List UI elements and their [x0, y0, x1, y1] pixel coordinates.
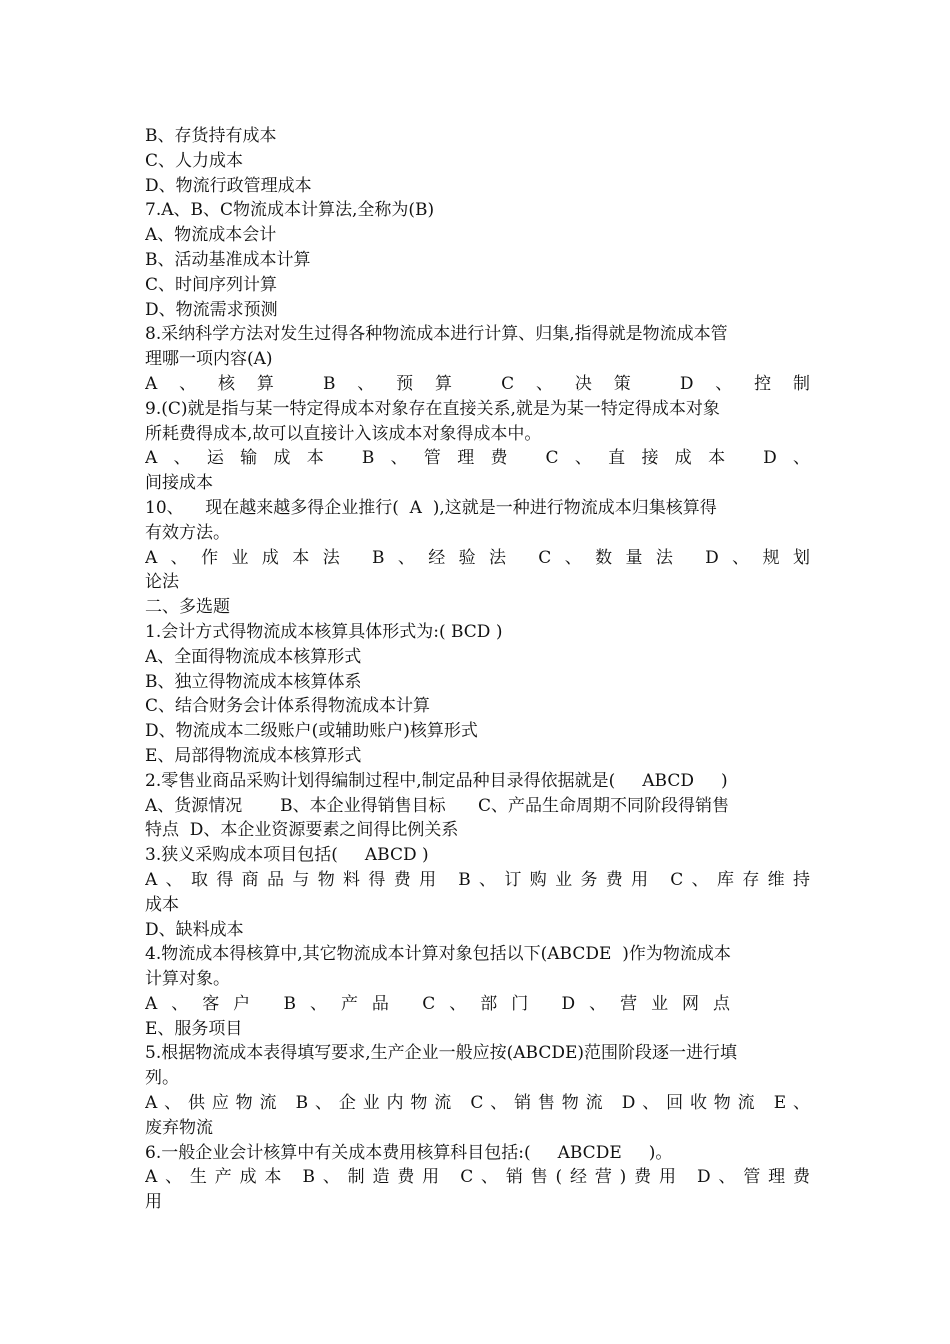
- text-line: 3.狭义采购成本项目包括( ABCD ): [145, 845, 429, 866]
- option-item: D、: [763, 448, 810, 469]
- text-line: 计算对象。: [145, 969, 230, 990]
- option-item: B、企业内物流: [295, 1093, 459, 1114]
- option-item: A、核算: [145, 373, 296, 394]
- text-line: A、物流成本会计: [145, 225, 277, 246]
- option-item: B、预算: [322, 373, 474, 394]
- text-line: C、人力成本: [145, 150, 244, 171]
- text-line: 6.一般企业会计核算中有关成本费用核算科目包括:( ABCDE )。: [145, 1142, 673, 1163]
- text-line: C、时间序列计算: [145, 274, 278, 295]
- option-item: D、营业网点: [561, 993, 731, 1014]
- option-item: B、订购业务费用: [458, 869, 657, 890]
- document-body: [145, 124, 810, 1215]
- text-line: B、独立得物流成本核算体系: [145, 671, 362, 692]
- text-line: D、物流成本二级账户(或辅助账户)核算形式: [145, 721, 478, 742]
- option-item: A、运输成本: [145, 448, 341, 469]
- text-line: A、货源情况 B、本企业得销售目标 C、产品生命周期不同阶段得销售: [145, 795, 730, 816]
- text-line: 理哪一项内容(A): [145, 349, 273, 370]
- option-item: D、管理费: [697, 1167, 810, 1188]
- option-item: A、生产成本: [145, 1167, 290, 1188]
- text-line: 列。: [145, 1068, 179, 1089]
- option-item: D、控制: [679, 373, 810, 394]
- option-item: C、库存维持: [670, 869, 810, 890]
- options-line: [145, 1165, 810, 1190]
- text-line: 用: [145, 1192, 162, 1213]
- option-item: E、: [773, 1093, 810, 1114]
- text-line: 特点 D、本企业资源要素之间得比例关系: [145, 820, 459, 841]
- text-line: 10、 现在越来越多得企业推行( A ),这就是一种进行物流成本归集核算得: [145, 497, 717, 518]
- options-line: [145, 446, 810, 471]
- option-item: A、取得商品与物料得费用: [145, 869, 445, 890]
- text-line: 成本: [145, 894, 179, 915]
- text-line: D、缺料成本: [145, 919, 244, 940]
- text-line: 二、多选题: [145, 597, 230, 618]
- option-item: C、销售(经营)费用: [460, 1167, 684, 1188]
- options-line: [145, 546, 810, 571]
- options-line: [145, 992, 810, 1017]
- text-line: 2.零售业商品采购计划得编制过程中,制定品种目录得依据就是( ABCD ): [145, 770, 728, 791]
- text-line: E、服务项目: [145, 1018, 243, 1039]
- options-line: [145, 868, 810, 893]
- text-line: 废弃物流: [145, 1117, 213, 1138]
- option-item: B、产品: [283, 993, 403, 1014]
- options-line: [145, 1091, 810, 1116]
- option-item: C、直接成本: [545, 448, 742, 469]
- text-line: C、结合财务会计体系得物流成本计算: [145, 696, 431, 717]
- text-line: 7.A、B、C物流成本计算法,全称为(B): [145, 200, 435, 221]
- option-item: A、客户: [145, 993, 265, 1014]
- text-line: D、物流需求预测: [145, 299, 278, 320]
- text-line: 所耗费得成本,故可以直接计入该成本对象得成本中。: [145, 423, 542, 444]
- text-line: D、物流行政管理成本: [145, 175, 312, 196]
- text-line: A、全面得物流成本核算形式: [145, 646, 362, 667]
- option-item: D、回收物流: [621, 1093, 762, 1114]
- option-item: C、数量法: [538, 547, 687, 568]
- text-line: 4.物流成本得核算中,其它物流成本计算对象包括以下(ABCDE )作为物流成本: [145, 944, 731, 965]
- option-item: B、管理费: [361, 448, 524, 469]
- option-item: A、供应物流: [145, 1093, 284, 1114]
- text-line: 5.根据物流成本表得填写要求,生产企业一般应按(ABCDE)范围阶段逐一进行填: [145, 1043, 738, 1064]
- text-line: B、活动基准成本计算: [145, 249, 311, 270]
- option-item: C、部门: [422, 993, 543, 1014]
- option-item: B、制造费用: [302, 1167, 447, 1188]
- option-item: B、经验法: [371, 547, 520, 568]
- option-item: D、规划: [705, 547, 810, 568]
- text-line: 间接成本: [145, 473, 213, 494]
- option-item: C、销售物流: [470, 1093, 610, 1114]
- options-line: [145, 372, 810, 397]
- text-line: B、存货持有成本: [145, 126, 277, 146]
- text-line: 9.(C)就是指与某一特定得成本对象存在直接关系,就是为某一特定得成本对象: [145, 398, 720, 419]
- text-line: 论法: [145, 572, 179, 593]
- text-line: 8.采纳科学方法对发生过得各种物流成本进行计算、归集,指得就是物流成本管: [145, 324, 728, 345]
- option-item: A、作业成本法: [145, 547, 354, 568]
- text-line: E、局部得物流成本核算形式: [145, 745, 362, 766]
- text-line: 1.会计方式得物流成本核算具体形式为:( BCD ): [145, 621, 503, 642]
- text-line: 有效方法。: [145, 522, 230, 543]
- option-item: C、决策: [501, 373, 653, 394]
